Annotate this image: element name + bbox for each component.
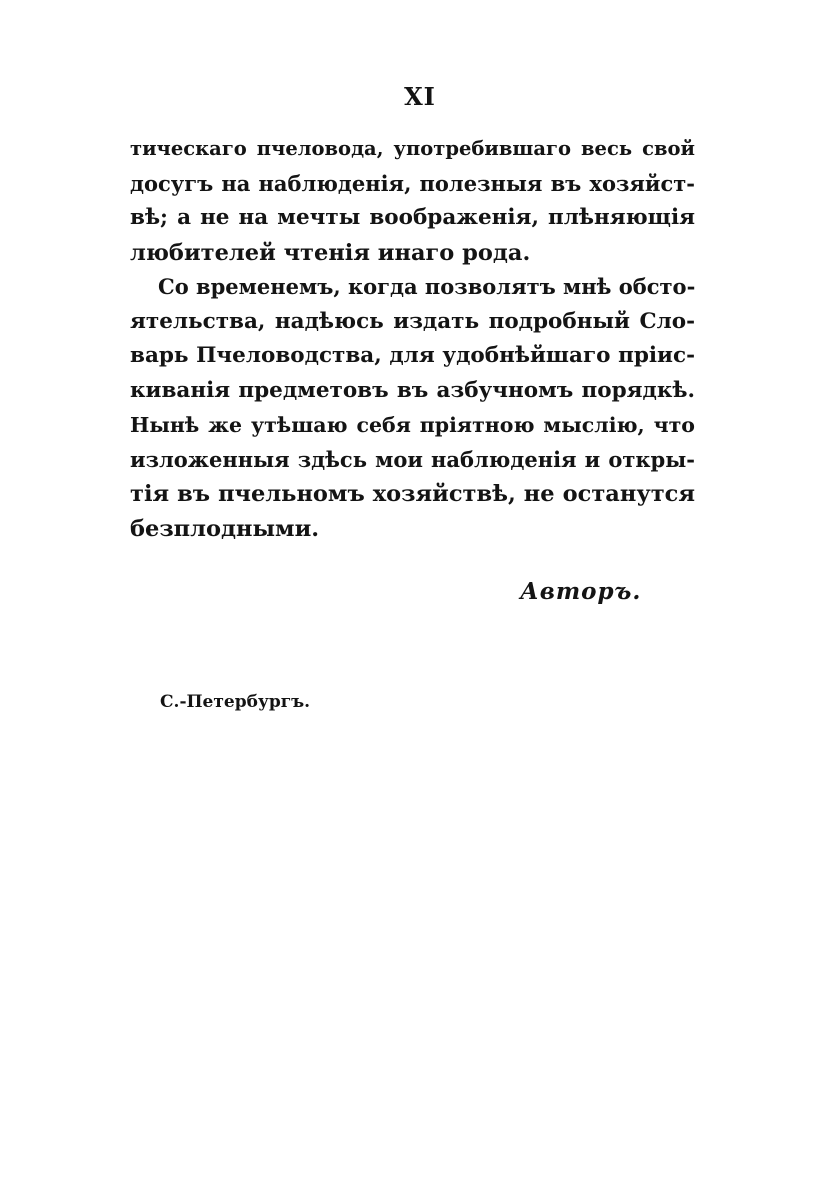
text-line: изложенныя здѣсь мои наблюденія и откры- — [130, 446, 695, 472]
paragraph-2 — [130, 270, 695, 546]
text-line: ятельства, надѣюсь издать подробный Сло- — [130, 308, 695, 334]
text-line: тія въ пчельномъ хозяйствѣ, не останутся — [130, 481, 695, 507]
text-line: досугъ на наблюденія, полезныя въ хозяйст- — [130, 170, 695, 196]
author-signature: Авторъ. — [520, 578, 642, 605]
text-line: киванія предметовъ въ азбучномъ порядкѣ. — [130, 377, 695, 403]
text-line: варь Пчеловодства, для удобнѣйшаго пріис- — [130, 343, 695, 368]
body-text — [130, 132, 695, 546]
text-line: тическаго пчеловода, употребившаго весь свой — [130, 137, 695, 160]
text-line: Со временемъ, когда позволятъ мнѣ обсто- — [158, 274, 696, 299]
page-number: XI — [404, 82, 436, 111]
text-line: безплодными. — [130, 515, 320, 542]
text-line: любителей чтенія инаго рода. — [130, 239, 531, 266]
text-line: вѣ; а не на мечты воображенія, плѣняющія — [130, 205, 695, 230]
text-line: Нынѣ же утѣшаю себя пріятною мыслію, что — [130, 413, 695, 437]
place-of-publication: С.-Петербургъ. — [160, 692, 311, 712]
paragraph-1 — [130, 132, 695, 270]
